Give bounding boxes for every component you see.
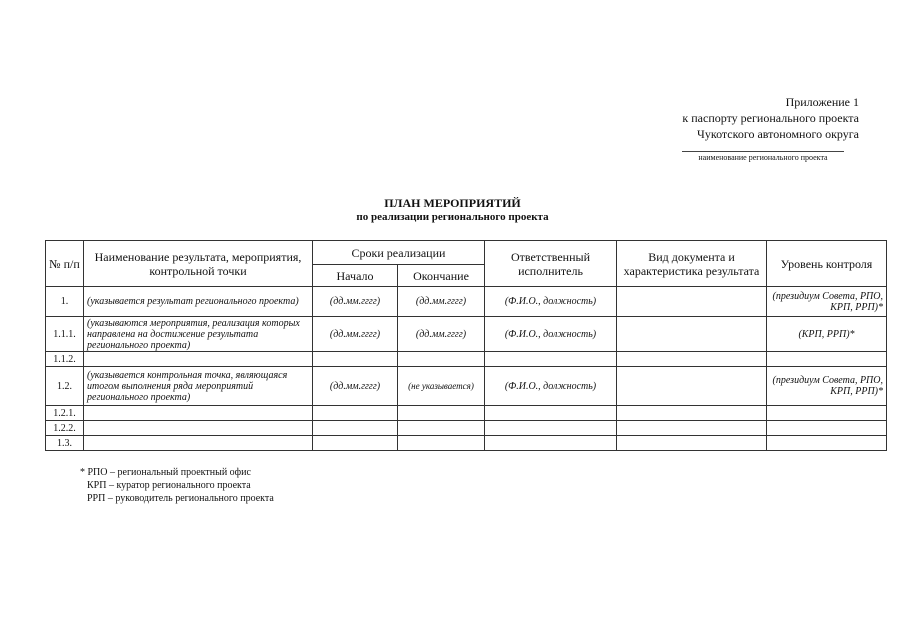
- row-doc: [617, 352, 767, 367]
- project-name-caption: наименование регионального проекта: [698, 153, 828, 162]
- footnote-krp: КРП – куратор регионального проекта: [87, 480, 251, 491]
- table-row: [46, 287, 887, 317]
- row-num: 1.1.1.: [46, 317, 84, 352]
- row-num: 1.2.: [46, 367, 84, 406]
- row-end: [398, 406, 485, 421]
- row-responsible: (Ф.И.О., должность): [485, 317, 617, 352]
- row-start: [313, 406, 398, 421]
- row-num: 1.: [46, 287, 84, 317]
- row-end: (дд.мм.гггг): [398, 287, 485, 317]
- row-start: [313, 436, 398, 451]
- row-control: [767, 436, 887, 451]
- row-end: (не указывается): [398, 367, 485, 406]
- row-control: [767, 421, 887, 436]
- row-num: 1.3.: [46, 436, 84, 451]
- row-start: [313, 421, 398, 436]
- appendix-passport: к паспорту регионального проекта: [682, 111, 859, 125]
- row-doc: [617, 317, 767, 352]
- row-control: (президиум Совета, РПО, КРП, РРП)*: [767, 367, 887, 406]
- row-responsible: (Ф.И.О., должность): [485, 367, 617, 406]
- row-num: 1.1.2.: [46, 352, 84, 367]
- appendix-region: Чукотского автономного округа: [697, 127, 859, 141]
- table-row: [46, 352, 887, 367]
- row-control: (президиум Совета, РПО, КРП, РРП)*: [767, 287, 887, 317]
- row-doc: [617, 421, 767, 436]
- document-title: ПЛАН МЕРОПРИЯТИЙ: [384, 196, 521, 210]
- row-doc: [617, 367, 767, 406]
- row-end: (дд.мм.гггг): [398, 317, 485, 352]
- row-name: (указывается результат регионального проекта): [84, 287, 313, 317]
- table-row: [46, 406, 887, 421]
- row-responsible: (Ф.И.О., должность): [485, 287, 617, 317]
- row-name: [84, 436, 313, 451]
- appendix-number: Приложение 1: [785, 95, 859, 109]
- header-control: Уровень контроля: [767, 241, 887, 287]
- table-row: [46, 367, 887, 406]
- header-start: Начало: [313, 265, 398, 287]
- footnote-rrp: РРП – руководитель регионального проекта: [87, 493, 274, 504]
- row-start: (дд.мм.гггг): [313, 317, 398, 352]
- header-num: № п/п: [46, 241, 84, 287]
- table-row: [46, 421, 887, 436]
- row-end: [398, 421, 485, 436]
- row-responsible: [485, 352, 617, 367]
- row-control: (КРП, РРП)*: [767, 317, 887, 352]
- row-responsible: [485, 421, 617, 436]
- project-name-underline: [682, 151, 844, 152]
- header-terms: Сроки реализации: [313, 241, 485, 265]
- row-start: (дд.мм.гггг): [313, 367, 398, 406]
- table-row: [46, 436, 887, 451]
- row-num: 1.2.1.: [46, 406, 84, 421]
- header-doc: Вид документа и характеристика результата: [617, 241, 767, 287]
- row-start: [313, 352, 398, 367]
- row-doc: [617, 287, 767, 317]
- row-doc: [617, 406, 767, 421]
- row-start: (дд.мм.гггг): [313, 287, 398, 317]
- row-doc: [617, 436, 767, 451]
- table-row: [46, 317, 887, 352]
- activity-plan-table: [45, 240, 887, 451]
- header-end: Окончание: [398, 265, 485, 287]
- header-responsible: Ответственный исполнитель: [485, 241, 617, 287]
- row-responsible: [485, 436, 617, 451]
- header-name: Наименование результата, мероприятия, контрольной точки: [84, 241, 313, 287]
- row-control: [767, 352, 887, 367]
- row-end: [398, 436, 485, 451]
- appendix-block: [619, 94, 859, 142]
- row-control: [767, 406, 887, 421]
- footnotes: [80, 466, 274, 505]
- document-subtitle: по реализации регионального проекта: [356, 211, 549, 223]
- row-end: [398, 352, 485, 367]
- row-name: [84, 421, 313, 436]
- row-responsible: [485, 406, 617, 421]
- row-name: [84, 352, 313, 367]
- row-name: [84, 406, 313, 421]
- footnote-rpo: * РПО – региональный проектный офис: [80, 467, 251, 478]
- row-name: (указываются мероприятия, реализация которых направлена на достижение результата регионального проекта): [84, 317, 313, 352]
- row-name: (указывается контрольная точка, являющаяся итогом выполнения ряда мероприятий регионального проекта): [84, 367, 313, 406]
- row-num: 1.2.2.: [46, 421, 84, 436]
